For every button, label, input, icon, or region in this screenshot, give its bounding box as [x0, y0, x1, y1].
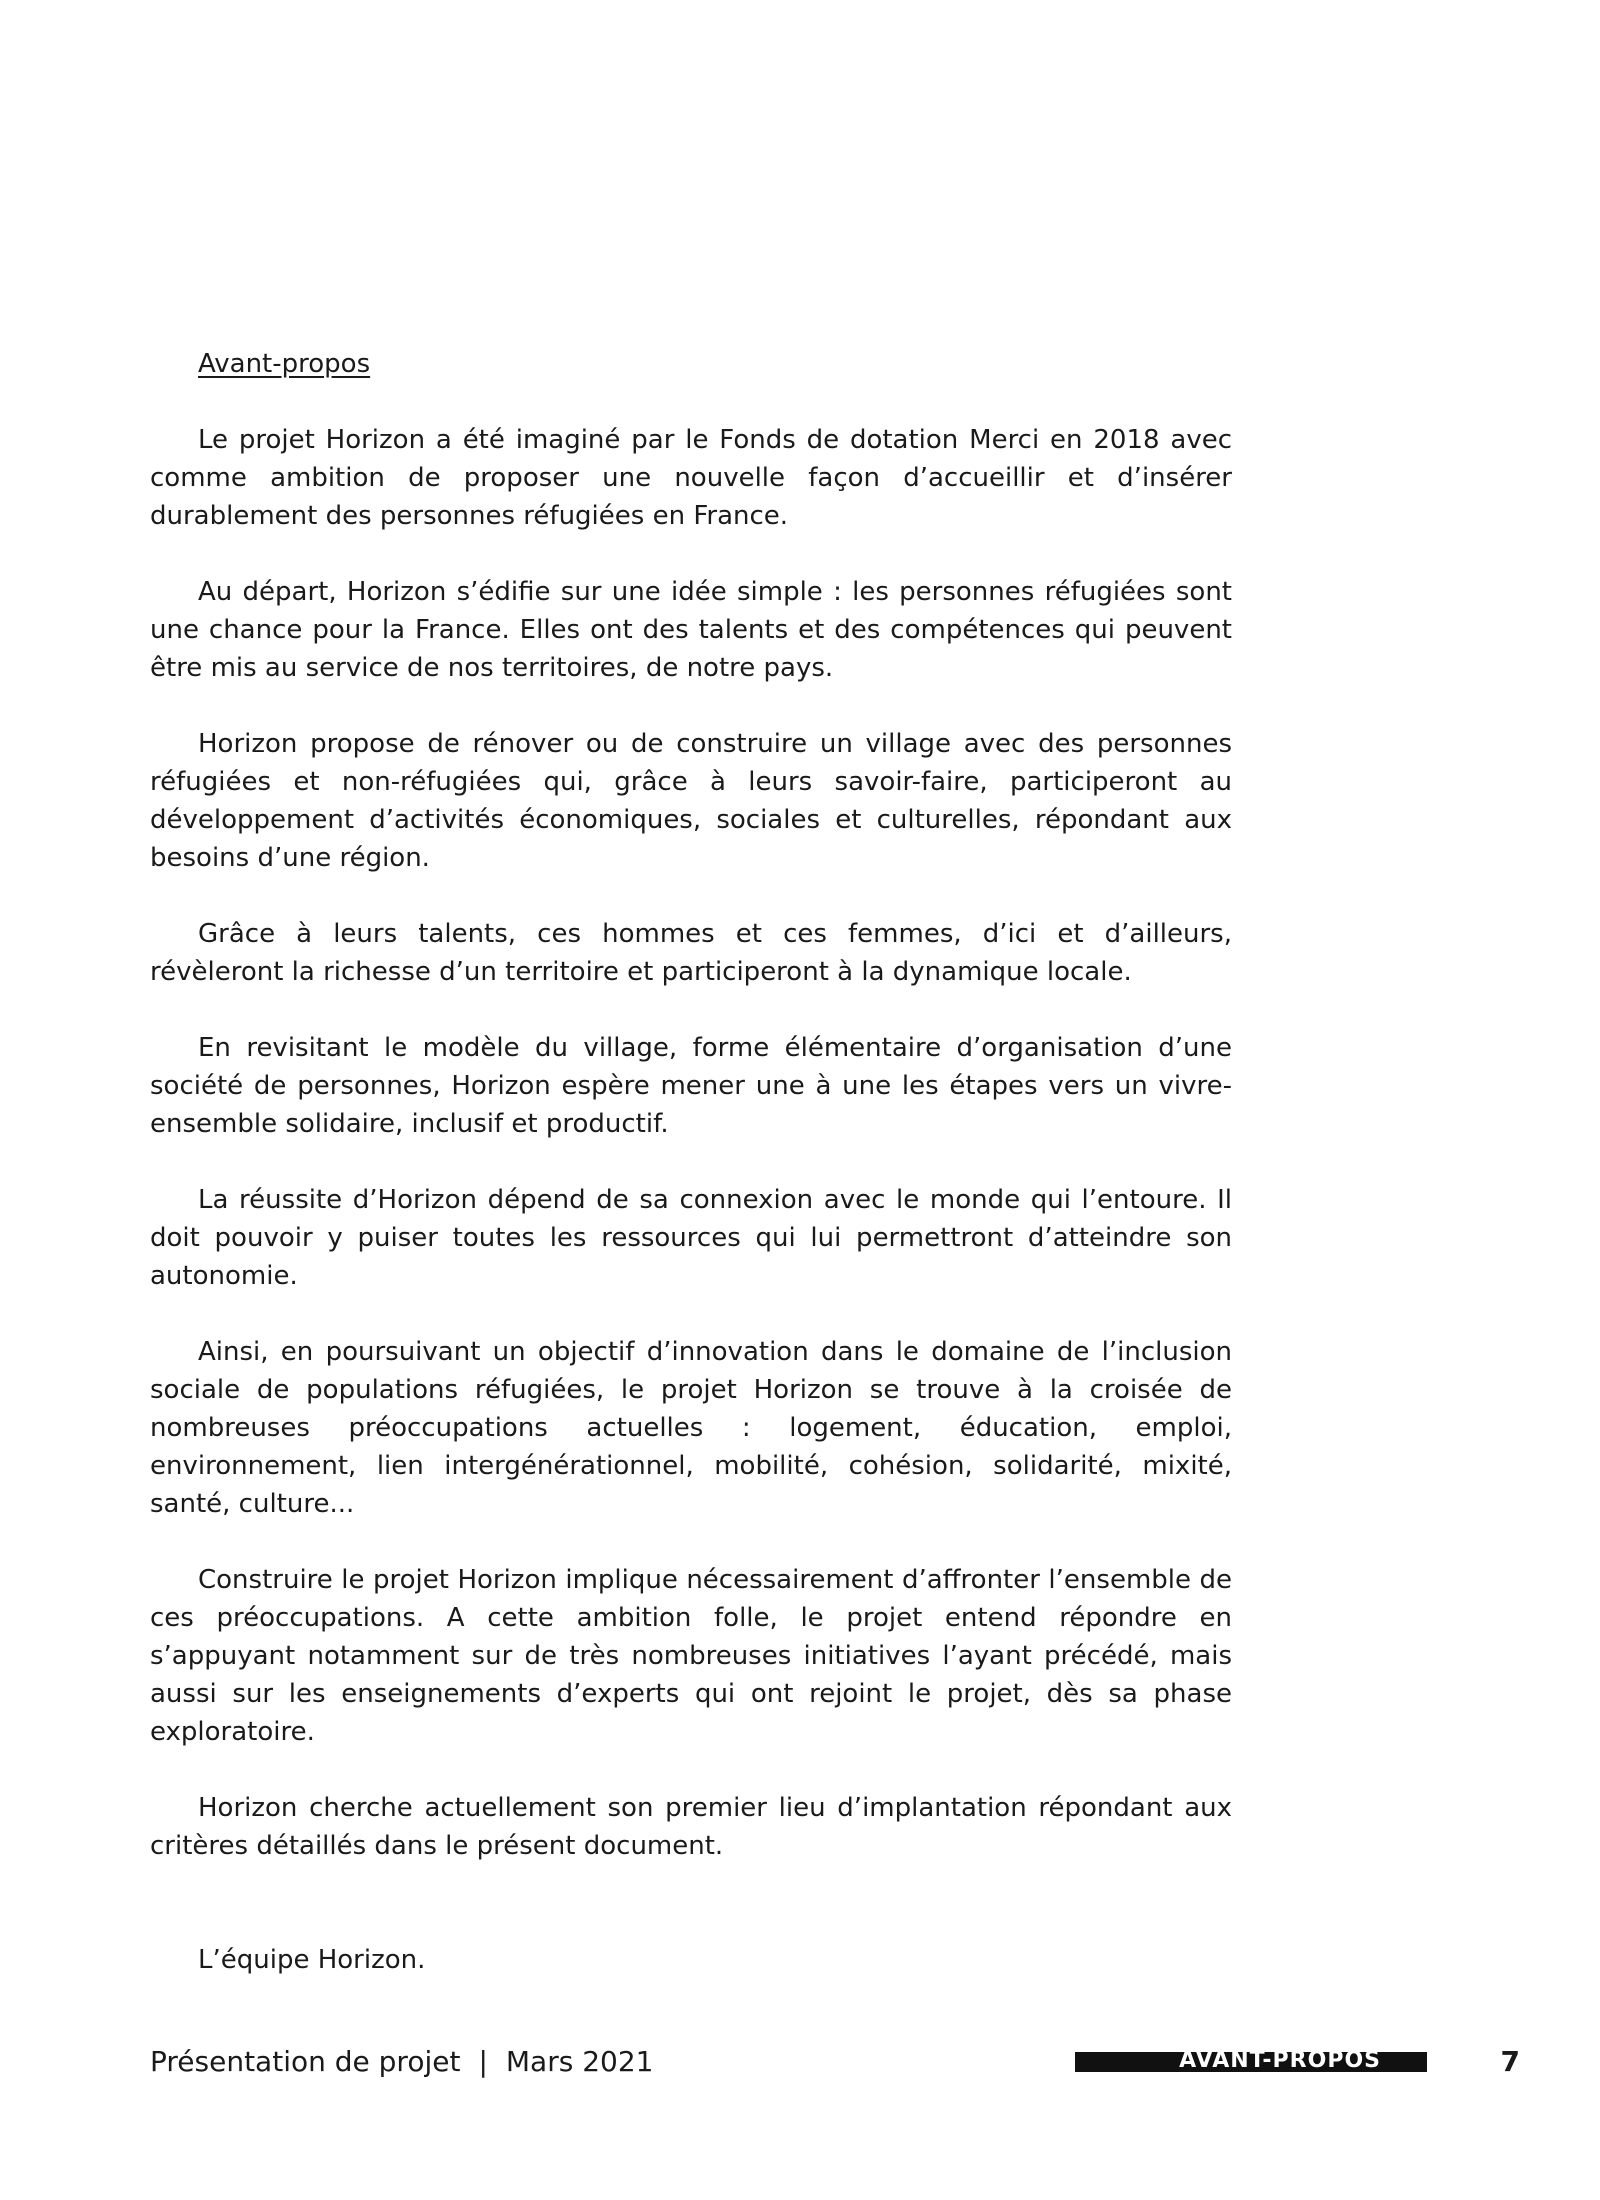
paragraph-4: Grâce à leurs talents, ces hommes et ces femmes, d’ici et d’ailleurs, révèleront la richesse d’un territoire et participeront à la dynamique locale.: [150, 919, 1232, 987]
page-footer: [150, 2040, 1520, 2084]
paragraph-9: Horizon cherche actuellement son premier lieu d’implantation répondant aux critères détaillés dans le présent document.: [150, 1793, 1232, 1861]
section-title: Avant-propos: [198, 349, 371, 379]
paragraph-1: Le projet Horizon a été imaginé par le Fonds de dotation Merci en 2018 avec comme ambition de proposer une nouvelle façon d’accueillir et d’insérer durablement des personnes réfugiées en France.: [150, 425, 1232, 531]
footer-document-title: Présentation de projet: [150, 2045, 461, 2078]
footer-section-badge: [1075, 2052, 1427, 2072]
signature: L’équipe Horizon.: [198, 1945, 426, 1975]
page-content: [150, 345, 1232, 1979]
paragraph-8: Construire le projet Horizon implique nécessairement d’affronter l’ensemble de ces préoccupations. A cette ambition folle, le projet entend répondre en s’appuyant notamment sur de très nombreuses initiatives l’ayant précédé, mais aussi sur les enseignements d’experts qui ont rejoint le projet, dès sa phase exploratoire.: [150, 1565, 1232, 1747]
paragraph-2: Au départ, Horizon s’édifie sur une idée simple : les personnes réfugiées sont une chance pour la France. Elles ont des talents et des compétences qui peuvent être mis au service de nos territoires, de notre pays.: [150, 577, 1232, 683]
footer-section-label: AVANT-PROPOS: [1179, 2052, 1381, 2072]
footer-date: Mars 2021: [505, 2045, 654, 2078]
paragraph-7: Ainsi, en poursuivant un objectif d’innovation dans le domaine de l’inclusion sociale de populations réfugiées, le projet Horizon se trouve à la croisée de nombreuses préoccupations actuelles : logement, éducation, emploi, environnement, lien intergénérationnel, mobilité, cohésion, solidarité, mixité, santé, culture...: [150, 1337, 1232, 1519]
footer-document-info: [150, 2040, 653, 2084]
paragraph-3: Horizon propose de rénover ou de construire un village avec des personnes réfugiées et non-réfugiées qui, grâce à leurs savoir-faire, participeront au développement d’activités économiques, sociales et culturelles, répondant aux besoins d’une région.: [150, 729, 1232, 873]
paragraph-5: En revisitant le modèle du village, forme élémentaire d’organisation d’une société de personnes, Horizon espère mener une à une les étapes vers un vivre-ensemble solidaire, inclusif et productif.: [150, 1033, 1232, 1139]
page-number: 7: [1500, 2045, 1520, 2078]
paragraph-6: La réussite d’Horizon dépend de sa connexion avec le monde qui l’entoure. Il doit pouvoir y puiser toutes les ressources qui lui permettront d’atteindre son autonomie.: [150, 1185, 1232, 1291]
footer-separator: |: [478, 2045, 488, 2078]
